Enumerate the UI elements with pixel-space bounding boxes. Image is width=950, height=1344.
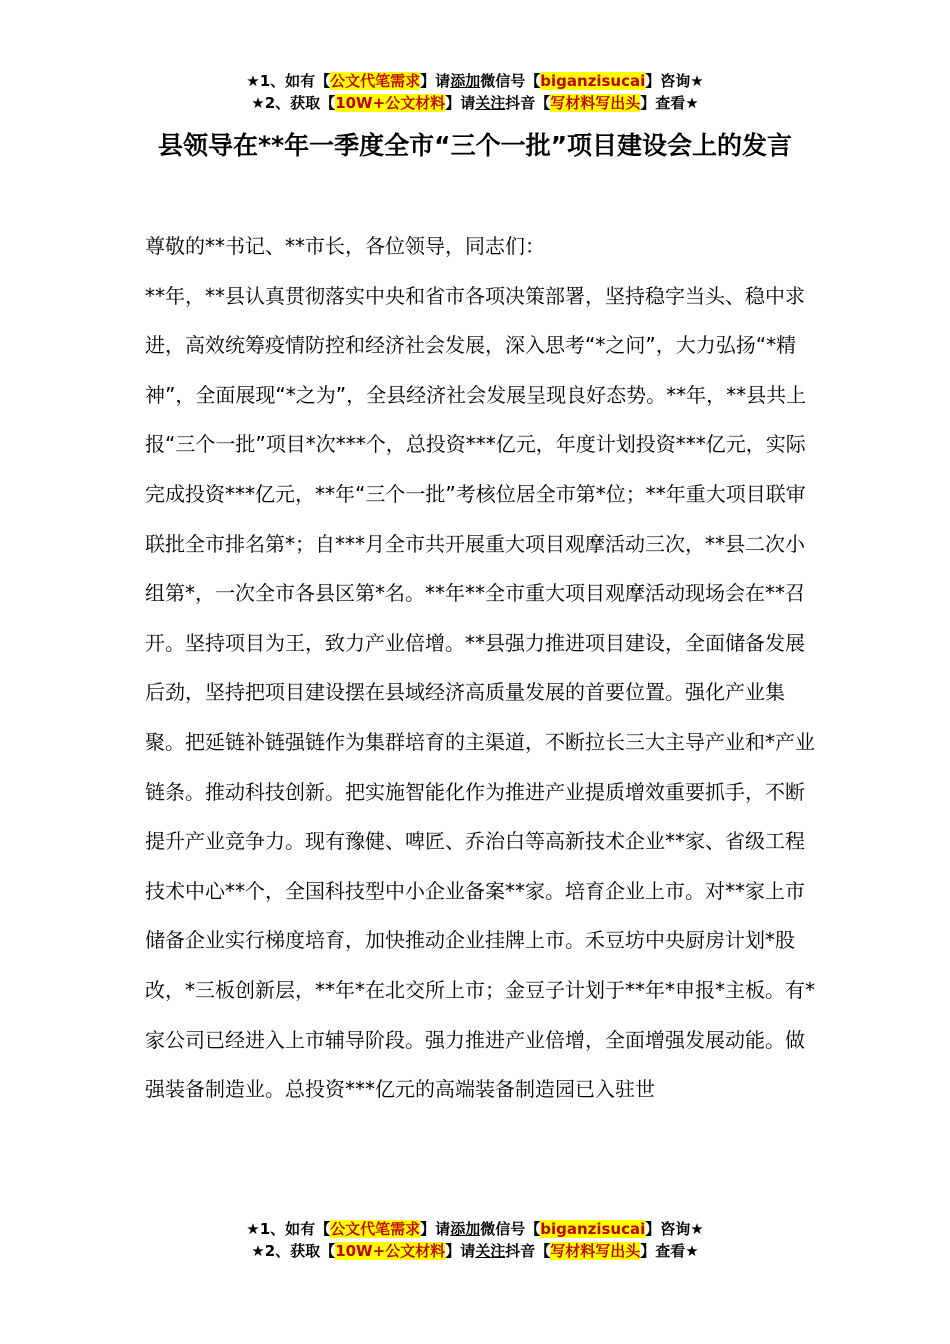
banner-highlight: 10W+公文材料 [335,1242,446,1260]
banner-text: ★2、获取【 [251,1242,336,1260]
greeting: 尊敬的**书记、**市长，各位领导，同志们： [145,234,545,258]
footer-banner [0,1218,950,1262]
banner-text: ★1、如有【 [246,1220,331,1238]
banner-text: 抖音【 [505,1242,551,1260]
document-title: 县领导在**年一季度全市“三个一批”项目建设会上的发言 [157,131,792,160]
banner-text: 】请 [445,94,476,112]
banner-line-1 [0,70,950,92]
banner-text: 】请 [420,1220,451,1238]
banner-underline: 添加 [450,72,481,90]
banner-text: 微信号【 [480,1220,541,1238]
banner-text: 抖音【 [505,94,551,112]
banner-text: 】咨询★ [645,72,704,90]
banner-text: 】查看★ [640,1242,699,1260]
banner-highlight: 公文代笔需求 [330,1220,421,1238]
banner-text: 】咨询★ [645,1220,704,1238]
banner-underline: 关注 [475,1242,506,1260]
banner-highlight: 公文代笔需求 [330,72,421,90]
banner-text: 】请 [420,72,451,90]
banner-text: ★1、如有【 [246,72,331,90]
banner-text: 】查看★ [640,94,699,112]
banner-underline: 关注 [475,94,506,112]
banner-highlight: 写材料写出头 [550,94,641,112]
header-banner [0,70,950,114]
banner-text: 微信号【 [480,72,541,90]
banner-text: ★2、获取【 [251,94,336,112]
banner-underline: 添加 [450,1220,481,1238]
banner-line-2 [0,92,950,114]
body-paragraph: **年，**县认真贯彻落实中央和省市各项决策部署，坚持稳字当头、稳中求进，高效统筹疫情防控和经济社会发展，深入思考“*之问”，大力弘扬“*精神”，全面展现“*之为”，全县经济社会发展呈现良好态势。**年，**县共上报“三个一批”项目*次***个，总投资***亿元，年度计划投资***亿元，实际完成投资***亿元，**年“三个一批”考核位居全市第*位；**年重大项目联审联批全市排名第*；自***月全市共开展重大项目观摩活动三次，**县二次小组第*，一次全市各县区第*名。**年**全市重大项目观摩活动现场会在**召开。坚持项目为王，致力产业倍增。**县强力推进项目建设，全面储备发展后劲，坚持把项目建设摆在县域经济高质量发展的首要位置。强化产业集聚。把延链补链强链作为集群培育的主渠道，不断拉长三大主导产业和*产业链条。推动科技创新。把实施智能化作为推进产业提质增效重要抓手，不断提升产业竞争力。现有豫健、啤匠、乔治白等高新技术企业**家、省级工程技术中心**个，全国科技型中小企业备案**家。培育企业上市。对**家上市储备企业实行梯度培育，加快推动企业挂牌上市。禾豆坊中央厨房计划*股改，*三板创新层，**年*在北交所上市；金豆子计划于**年*申报*主板。有*家公司已经进入上市辅导阶段。强力推进产业倍增，全面增强发展动能。做强装备制造业。总投资***亿元的高端装备制造园已入驻世 [145,283,815,1102]
banner-line-1 [0,1218,950,1240]
banner-highlight: 10W+公文材料 [335,94,446,112]
banner-text: 】请 [445,1242,476,1260]
banner-highlight: biganzisucai [540,72,646,90]
banner-highlight: biganzisucai [540,1220,646,1238]
banner-highlight: 写材料写出头 [550,1242,641,1260]
document-body [145,222,815,1115]
banner-line-2 [0,1240,950,1262]
